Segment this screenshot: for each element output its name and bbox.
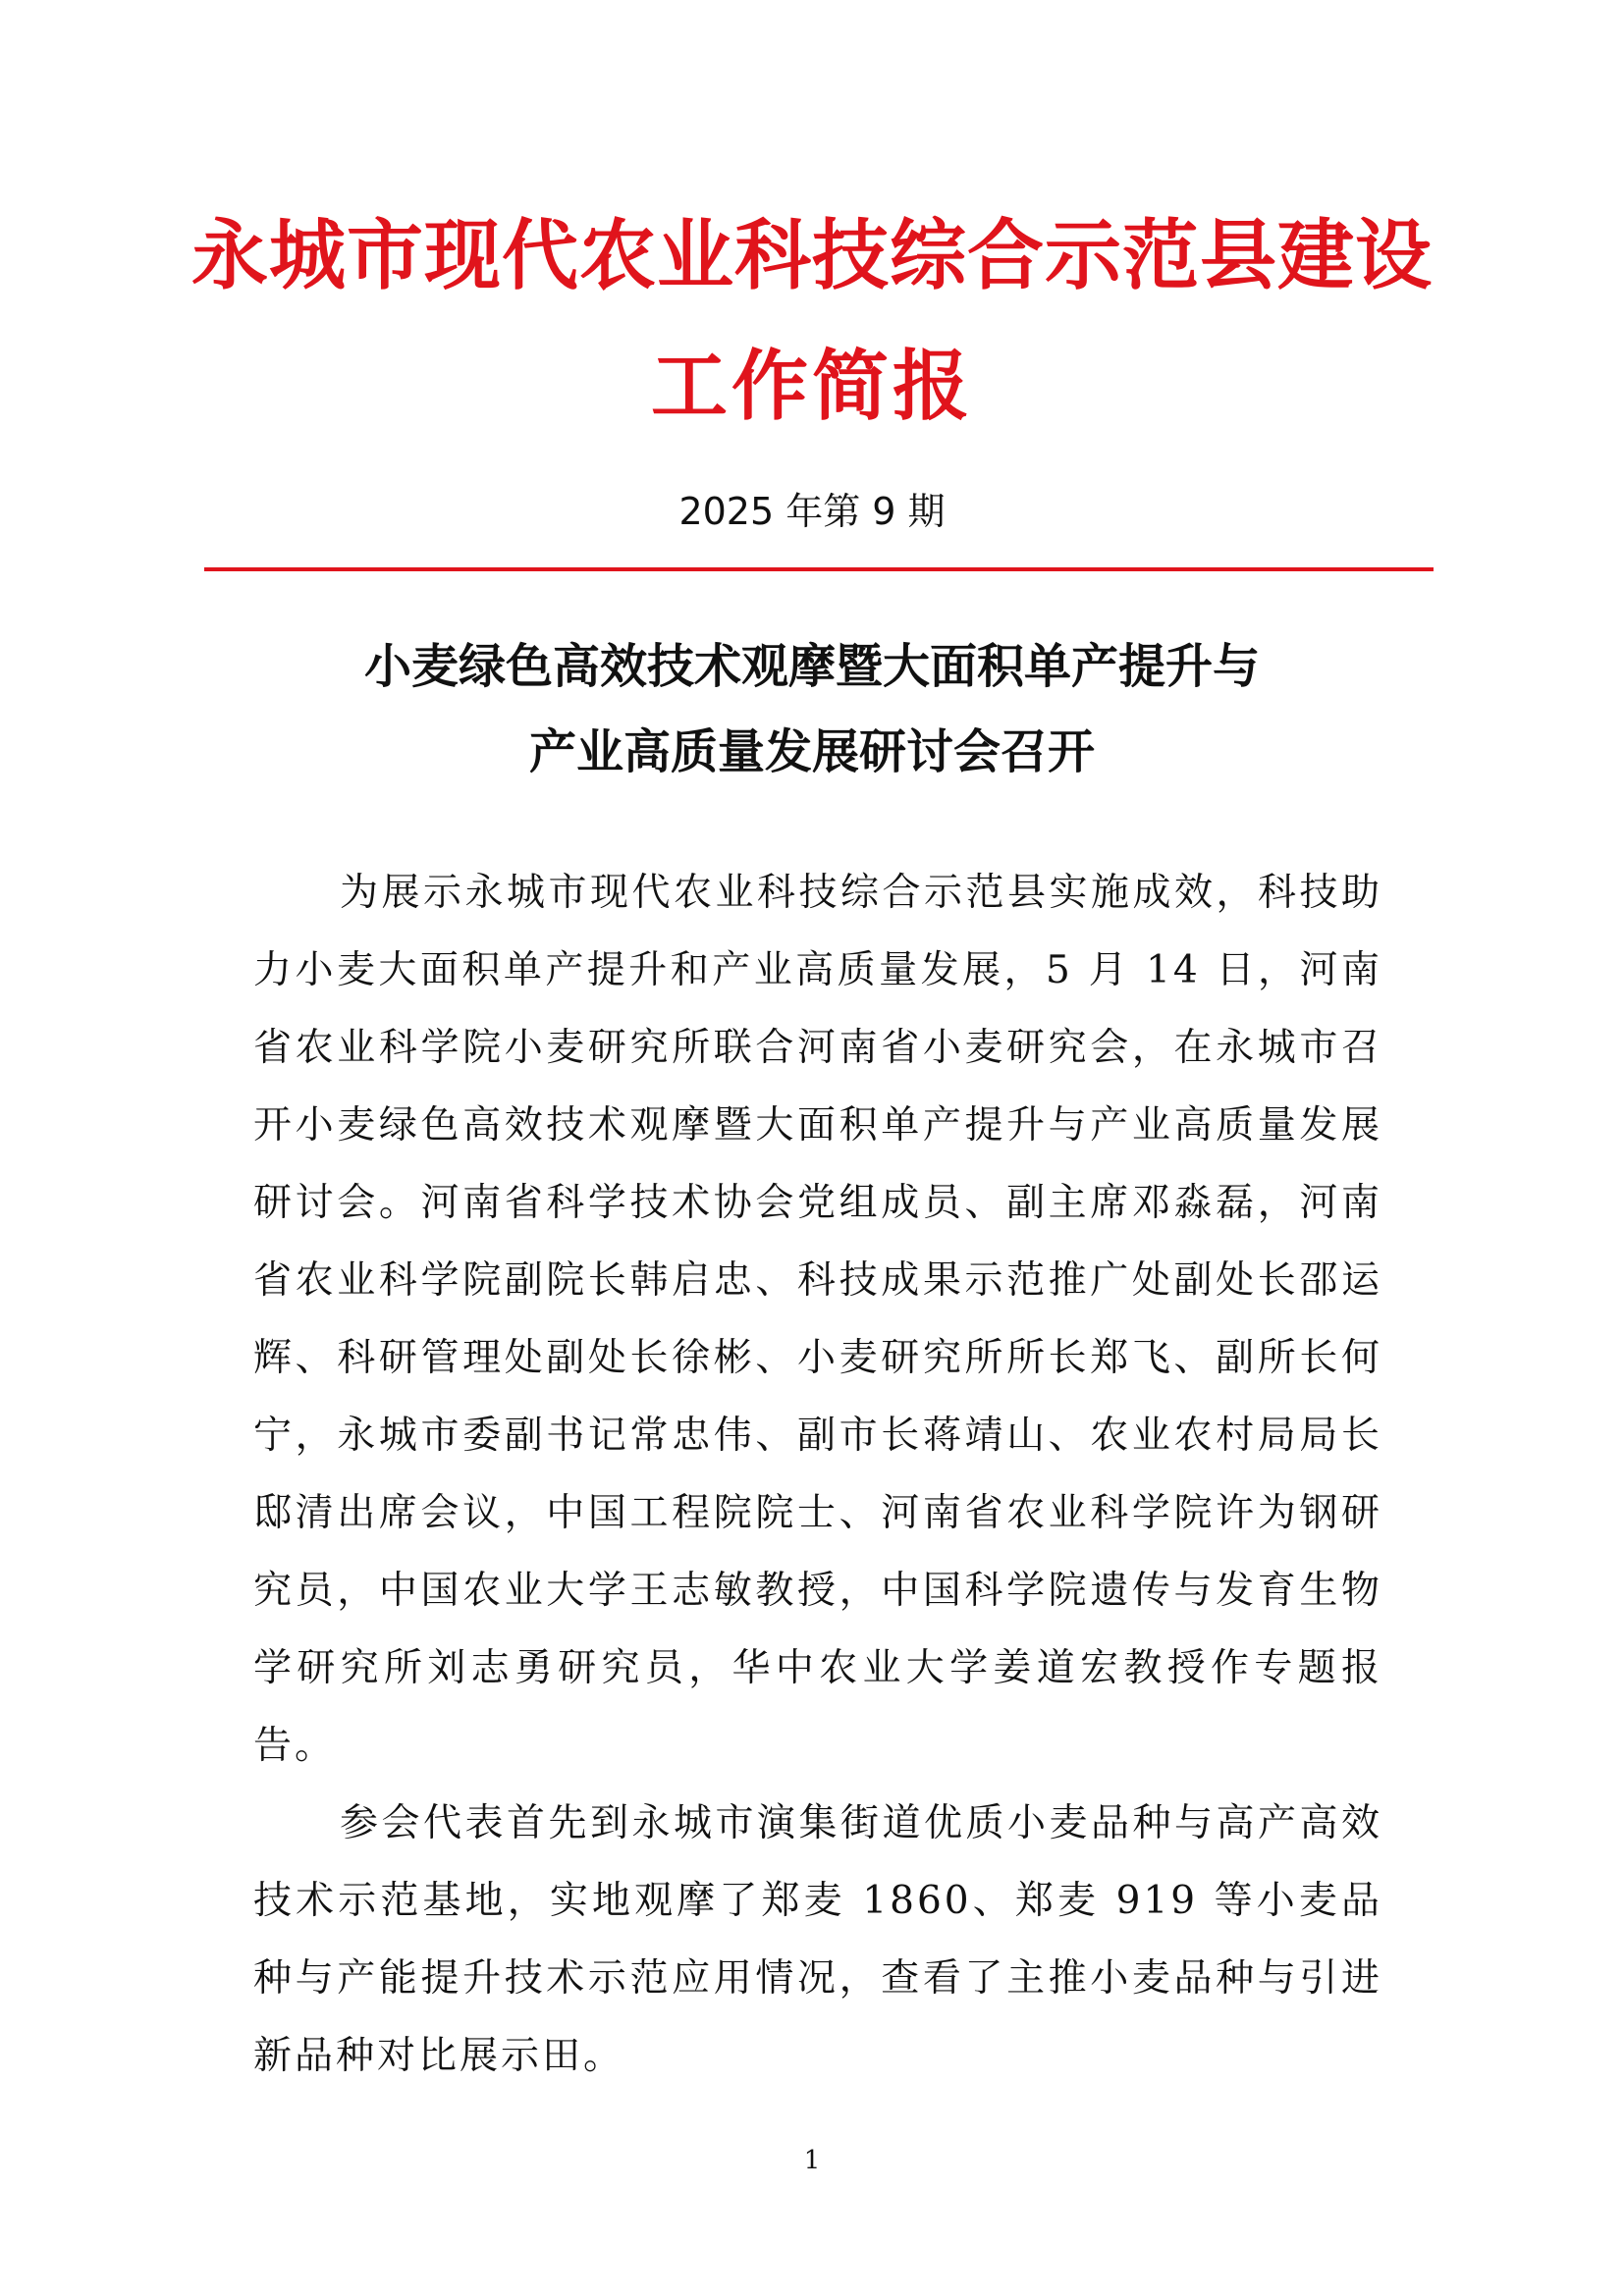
masthead-title-line1: 永城市现代农业科技综合示范县建设 — [190, 211, 1433, 300]
article-body — [253, 854, 1382, 2095]
page-number: 1 — [803, 2146, 821, 2175]
issue-number: 2025 年第 9 期 — [678, 490, 946, 533]
article-headline-line2: 产业高质量发展研讨会召开 — [528, 724, 1095, 779]
article-headline-line1: 小麦绿色高效技术观摩暨大面积单产提升与 — [363, 639, 1260, 694]
masthead-title-line2: 工作简报 — [650, 342, 973, 431]
article-paragraph: 为展示永城市现代农业科技综合示范县实施成效，科技助力小麦大面积单产提升和产业高质量发展，5 月 14 日，河南省农业科学院小麦研究所联合河南省小麦研究会，在永城市召开小麦绿色高效技术观摩暨大面积单产提升与产业高质量发展研讨会。河南省科学技术协会党组成员、副主席邓淼磊，河南省农业科学院副院长韩启忠、科技成果示范推广处副处长邵运辉、科研管理处副处长徐彬、小麦研究所所长郑飞、副所长何宁，永城市委副书记常忠伟、副市长蒋靖山、农业农村局局长邸清出席会议，中国工程院院士、河南省农业科学院许为钢研究员，中国农业大学王志敏教授，中国科学院遗传与发育生物学研究所刘志勇研究员，华中农业大学姜道宏教授作专题报告。 — [253, 871, 1382, 1768]
article-paragraph: 参会代表首先到永城市演集街道优质小麦品种与高产高效技术示范基地，实地观摩了郑麦 1860、郑麦 919 等小麦品种与产能提升技术示范应用情况，查看了主推小麦品种与引进新品种对比展示田。 — [253, 1801, 1382, 2078]
masthead-divider — [204, 567, 1434, 571]
